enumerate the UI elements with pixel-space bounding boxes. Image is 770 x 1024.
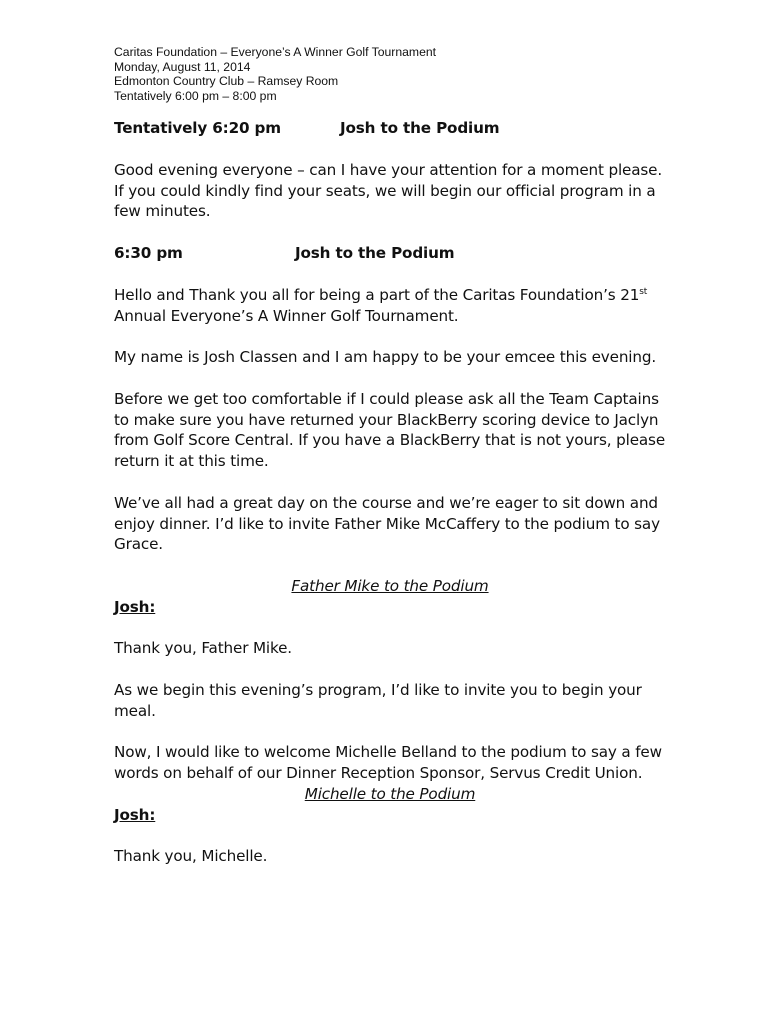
paragraph-hello: Hello and Thank you all for being a part of the Caritas Foundation’s 21st Annual Everyone’s A Winner Golf Tournament. [114, 285, 648, 325]
stage-cue-michelle: Michelle to the Podium [304, 784, 476, 803]
stage-cue-father-mike: Father Mike to the Podium [291, 576, 489, 595]
header-date: Monday, August 11, 2014 [114, 59, 251, 74]
ordinal-suffix: st [639, 286, 648, 297]
section-heading-1 [114, 118, 666, 139]
paragraph-team-captains: Before we get too comfortable if I could please ask all the Team Captains to make sure you have returned your BlackBerry scoring device to Jaclyn from Golf Score Central. If you have a BlackBerry that is not yours, please return it at this time. [114, 389, 666, 471]
heading-time: Tentatively 6:20 pm [114, 119, 281, 137]
section-heading-2 [114, 243, 666, 264]
heading-action: Josh to the Podium [295, 243, 455, 262]
paragraph-thanks-michelle: Thank you, Michelle. [114, 847, 268, 866]
paragraph-begin-meal: As we begin this evening’s program, I’d like to invite you to begin your meal. [114, 680, 642, 720]
header-time: Tentatively 6:00 pm – 8:00 pm [114, 88, 277, 103]
paragraph-welcome: Good evening everyone – can I have your attention for a moment please. If you could kindly find your seats, we will begin our official program in a few minutes. [114, 160, 663, 221]
speaker-label: Josh: [114, 805, 156, 824]
document-header [114, 45, 674, 103]
paragraph-emcee-intro: My name is Josh Classen and I am happy to be your emcee this evening. [114, 348, 657, 367]
speaker-label: Josh: [114, 597, 156, 616]
paragraph-thanks-father-mike: Thank you, Father Mike. [114, 639, 292, 658]
header-event-title: Caritas Foundation – Everyone’s A Winner Golf Tournament [114, 45, 437, 59]
paragraph-sponsor-intro: Now, I would like to welcome Michelle Belland to the podium to say a few words on behalf of our Dinner Reception Sponsor, Servus Credit Union. [114, 743, 662, 783]
paragraph-grace-invite: We’ve all had a great day on the course and we’re eager to sit down and enjoy dinner. I’d like to invite Father Mike McCaffery to the podium to say Grace. [114, 493, 660, 554]
script-body [114, 118, 666, 867]
heading-action: Josh to the Podium [340, 119, 500, 137]
header-venue: Edmonton Country Club – Ramsey Room [114, 74, 339, 89]
heading-time: 6:30 pm [114, 243, 183, 262]
